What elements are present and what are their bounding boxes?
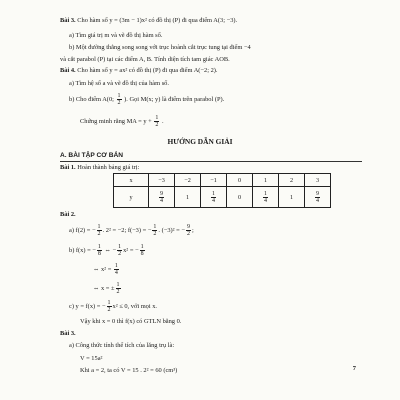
problem-4a: a) Tìm hệ số a và vẽ đồ thị của hàm số. — [69, 80, 169, 87]
fraction: $\frac{1}{2}$ — [117, 93, 121, 106]
problem-3a: a) Tìm giá trị m và vẽ đồ thị hàm số. — [69, 32, 163, 39]
solution-2b: b) f(x) = − $\frac{1}{8}$ ⇔ − $\frac{1}{2}$ x² = − $\frac{1}{8}$ — [69, 244, 144, 257]
solution-title: HƯỚNG DẪN GIẢI — [167, 137, 233, 146]
table-row-y: y $\frac{9}{4}$ 1 $\frac{1}{4}$ 0 $\frac{1}{4}$ 1 $\frac{9}{4}$ — [114, 187, 331, 208]
problem-4: Bài 4. Cho hàm số y = ax² có đồ thị (P) đi qua điểm A(−2; 2). — [60, 67, 218, 74]
solution-2-label: Bài 2. — [60, 211, 76, 218]
solution-2b-step2: ⇔ x = ± $\frac{1}{2}$ — [93, 282, 120, 295]
value-table — [113, 173, 331, 208]
solution-3-label: Bài 3. — [60, 330, 76, 337]
table-row-x: x −3 −2 −1 0 1 2 3 — [114, 174, 331, 187]
solution-2b-step1: ⇔ x² = $\frac{1}{4}$ — [93, 263, 118, 276]
table-cell-fraction: $\frac{1}{4}$ — [253, 187, 279, 208]
solution-2c: c) y = f(x) = − $\frac{1}{2}$ x² ≤ 0, với mọi x. — [69, 300, 158, 313]
table-cell-fraction: $\frac{9}{4}$ — [305, 187, 331, 208]
problem-3b-line1: b) Một đường thẳng song song với trục hoành cắt trục tung tại điểm −4 — [69, 44, 251, 51]
problem-4-prove: Chứng minh rằng MA = y + $\frac{1}{2}$ . — [80, 115, 164, 128]
solution-3-formula: V = 15a² — [80, 355, 103, 362]
solution-3a: a) Công thức tính thể tích của lăng trụ là: — [69, 342, 175, 349]
problem-3b-line2: và cắt parabol (P) tại các điểm A, B. Tính diện tích tam giác AOB. — [60, 56, 230, 63]
solution-1: Bài 1. Hoàn thành bảng giá trị: — [60, 164, 140, 171]
solution-2-conclusion: Vậy khi x = 0 thì f(x) có GTLN bằng 0. — [80, 318, 182, 325]
page-number: 7 — [352, 365, 356, 372]
problem-4b: b) Cho điểm A(0; $\frac{1}{2}$ ). Gọi M(x; y) là điểm trên parabol (P). — [69, 93, 225, 106]
solution-2a: a) f(2) = − $\frac{1}{2}$ . 2² = −2; f(−3) = − $\frac{1}{2}$ . (−3)² = − $\frac{9}{2}$ ; — [69, 224, 194, 237]
fraction: $\frac{1}{2}$ — [155, 115, 159, 128]
table-cell-fraction: $\frac{1}{4}$ — [201, 187, 227, 208]
problem-3: Bài 3. Cho hàm số y = (3m − 1)x² có đồ thị (P) đi qua điểm A(3; −3). — [60, 17, 238, 24]
table-cell-fraction: $\frac{9}{4}$ — [149, 187, 175, 208]
solution-3-calc: Khi a = 2, ta có V = 15 . 2² = 60 (cm³) — [80, 367, 178, 374]
section-a-title: A. BÀI TẬP CƠ BẢN — [60, 152, 124, 159]
section-divider — [60, 161, 362, 162]
